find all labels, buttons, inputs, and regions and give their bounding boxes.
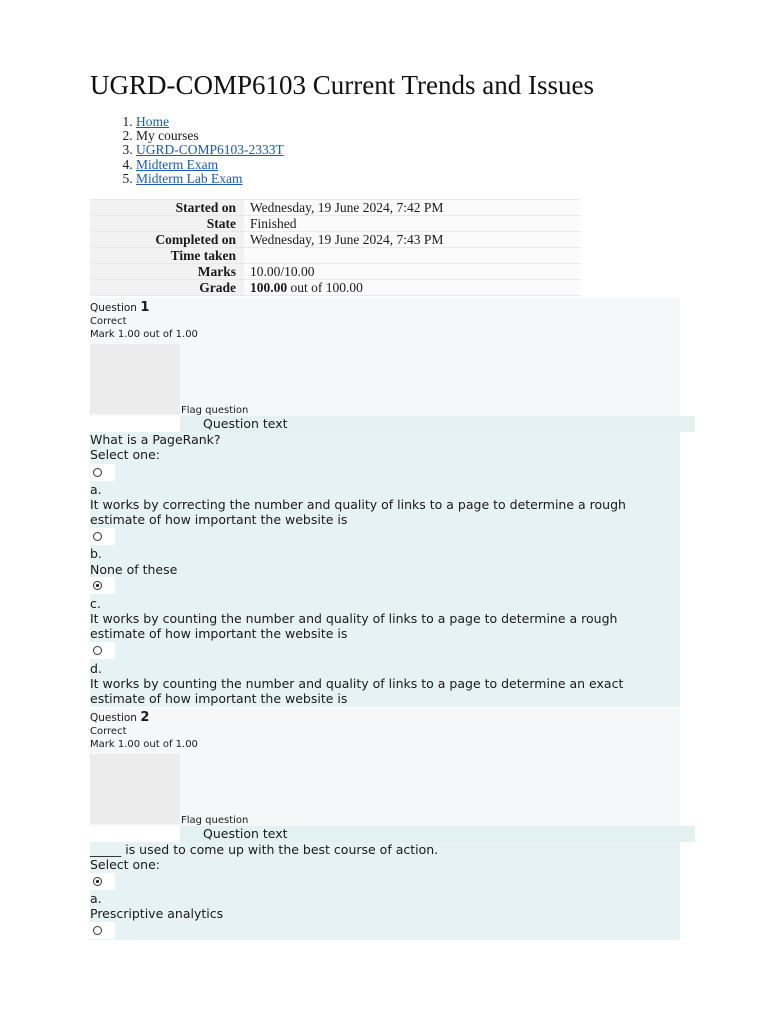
option-c-radio[interactable] xyxy=(90,577,115,594)
question-state: Correct xyxy=(90,316,127,327)
grade-out-of: out of 100.00 xyxy=(287,280,363,295)
summary-label: Grade xyxy=(90,280,244,296)
breadcrumb-item-course xyxy=(136,143,284,157)
flag-icon-area xyxy=(90,754,180,824)
radio-circle-icon xyxy=(93,926,102,935)
radio-circle-icon xyxy=(93,646,102,655)
breadcrumb xyxy=(90,115,284,186)
summary-label: Time taken xyxy=(90,248,244,264)
breadcrumb-item-midterm-exam xyxy=(136,158,284,172)
flag-question-link[interactable]: Flag question xyxy=(181,405,249,416)
summary-value: 10.00/10.00 xyxy=(244,264,580,280)
question-mark: Mark 1.00 out of 1.00 xyxy=(90,329,198,340)
breadcrumb-item-my-courses xyxy=(136,129,284,143)
flag-question-link[interactable]: Flag question xyxy=(181,815,249,826)
breadcrumb-link-midterm-exam[interactable]: Midterm Exam xyxy=(136,156,219,172)
option-a-text: Prescriptive analytics xyxy=(90,906,224,921)
option-a-letter: a. xyxy=(90,482,102,497)
breadcrumb-link-home[interactable]: Home xyxy=(136,114,169,129)
option-d-text: It works by counting the number and quality of links to a page to determine an exact estimate of how important the website is xyxy=(90,676,624,706)
question-2-info xyxy=(90,708,680,826)
option-a-radio[interactable] xyxy=(90,464,115,481)
summary-row-started xyxy=(90,200,580,216)
summary-value xyxy=(244,280,580,296)
radio-selected-icon xyxy=(93,877,102,886)
option-b-radio[interactable] xyxy=(90,922,115,939)
summary-label: State xyxy=(90,216,244,232)
option-a-letter: a. xyxy=(90,891,102,906)
question-number-value: 1 xyxy=(140,300,150,315)
summary-row-marks xyxy=(90,264,580,280)
question-1-content xyxy=(90,432,680,707)
attempt-summary-table xyxy=(90,199,580,296)
summary-label: Completed on xyxy=(90,232,244,248)
question-number xyxy=(90,710,149,725)
option-b-letter: b. xyxy=(90,546,102,561)
question-prefix: Question xyxy=(90,302,137,314)
breadcrumb-item-midterm-lab-exam xyxy=(136,172,284,186)
question-1-header: Question text xyxy=(180,416,695,432)
grade-score: 100.00 xyxy=(250,280,288,295)
breadcrumb-item-home xyxy=(136,115,284,129)
option-b-radio[interactable] xyxy=(90,528,115,545)
option-a-radio[interactable] xyxy=(90,873,115,890)
summary-row-state xyxy=(90,216,580,232)
question-1-info xyxy=(90,298,680,416)
question-mark: Mark 1.00 out of 1.00 xyxy=(90,739,198,750)
question-2-content xyxy=(90,842,680,940)
option-b-text: None of these xyxy=(90,562,178,577)
option-c-letter: c. xyxy=(90,596,101,611)
question-number-value: 2 xyxy=(140,710,150,725)
breadcrumb-link-midterm-lab-exam[interactable]: Midterm Lab Exam xyxy=(136,170,243,186)
question-state: Correct xyxy=(90,726,127,737)
radio-circle-icon xyxy=(93,532,102,541)
option-d-radio[interactable] xyxy=(90,642,115,659)
summary-value: Wednesday, 19 June 2024, 7:42 PM xyxy=(244,200,580,216)
summary-value: Wednesday, 19 June 2024, 7:43 PM xyxy=(244,232,580,248)
summary-value xyxy=(244,248,580,264)
radio-circle-icon xyxy=(93,468,102,477)
breadcrumb-link-course[interactable]: UGRD-COMP6103-2333T xyxy=(136,142,284,158)
breadcrumb-text-my-courses: My courses xyxy=(136,128,199,144)
summary-row-completed xyxy=(90,232,580,248)
option-d-letter: d. xyxy=(90,661,102,676)
question-number xyxy=(90,300,149,315)
summary-row-grade xyxy=(90,280,580,296)
question-2-header: Question text xyxy=(180,826,695,842)
select-one-label: Select one: xyxy=(90,857,161,872)
summary-row-time-taken xyxy=(90,248,580,264)
option-a-text: It works by correcting the number and quality of links to a page to determine a rough estimate of how important the website is xyxy=(90,497,626,527)
select-one-label: Select one: xyxy=(90,447,161,462)
question-text: _____ is used to come up with the best course of action. xyxy=(90,842,439,857)
summary-label: Started on xyxy=(90,200,244,216)
option-c-text: It works by counting the number and quality of links to a page to determine a rough estimate of how important the website is xyxy=(90,611,618,641)
flag-icon-area xyxy=(90,344,180,414)
page-title: UGRD-COMP6103 Current Trends and Issues xyxy=(90,70,595,100)
question-prefix: Question xyxy=(90,712,137,724)
summary-label: Marks xyxy=(90,264,244,280)
summary-value: Finished xyxy=(244,216,580,232)
question-text: What is a PageRank? xyxy=(90,432,221,447)
radio-selected-icon xyxy=(93,581,102,590)
